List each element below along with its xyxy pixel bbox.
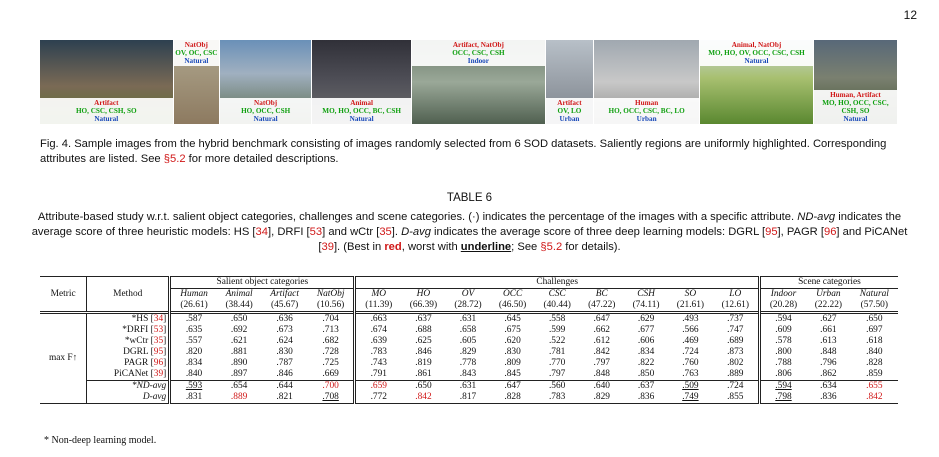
- column-percentage: (46.50): [498, 300, 527, 310]
- table-cell: .675: [504, 325, 521, 335]
- image-attribute-label: Artifact HO, CSC, CSH, SO Natural: [40, 98, 173, 124]
- group-header-scene: Scene categories: [759, 277, 898, 289]
- table-cell: .819: [415, 358, 432, 368]
- table-cell: .624: [276, 336, 293, 346]
- table-cell: .697: [866, 325, 883, 335]
- group-header-salient: Salient object categories: [170, 277, 355, 289]
- figure-caption: Fig. 4. Sample images from the hybrid benchmark consisting of images randomly selected from 6 SOD datasets. Saliently regions are uniformly highlighted. Corresponding attributes are listed. See §5.2 for more detailed descriptions.: [40, 138, 887, 165]
- column-percentage: (22.22): [814, 300, 843, 310]
- table-cell: .689: [727, 336, 744, 346]
- table-row: [40, 369, 898, 381]
- footnote: * Non-deep learning model.: [44, 435, 157, 446]
- table-cell: .636: [261, 313, 307, 326]
- table-cell: .778: [459, 358, 477, 368]
- table-cell: .834: [170, 358, 217, 369]
- image-attribute-label: NatObj HO, OCC, CSH Natural: [220, 98, 311, 124]
- column-header: Animal: [217, 289, 262, 301]
- ref-link[interactable]: 96: [823, 226, 837, 238]
- table-cell: .725: [322, 358, 339, 368]
- table-cell: .760: [682, 358, 699, 368]
- table-cell: .796: [820, 358, 837, 368]
- table-cell: .798: [759, 392, 806, 404]
- ref-link[interactable]: 95: [153, 347, 164, 357]
- column-percentage: (66.39): [409, 300, 438, 310]
- sample-image-9: [814, 40, 898, 124]
- table-cell: .662: [593, 325, 610, 335]
- table-cell: .647: [490, 381, 535, 393]
- column-percentage: (28.72): [454, 300, 482, 310]
- table-cell: .654: [217, 381, 262, 393]
- ref-link[interactable]: 39: [153, 369, 164, 379]
- table-cell: .829: [579, 392, 624, 404]
- metric-cell: max F↑: [40, 313, 87, 404]
- table-cell: .843: [459, 369, 477, 379]
- column-percentage: (45.67): [270, 300, 299, 310]
- table-cell: .821: [261, 392, 307, 404]
- table-row: [40, 381, 898, 393]
- section-link[interactable]: §5.2: [540, 241, 563, 253]
- table-cell: .613: [820, 336, 837, 346]
- figure-image-strip: [40, 40, 898, 124]
- table-cell: .828: [490, 392, 535, 404]
- column-percentage: (10.56): [316, 300, 345, 310]
- column-percentage: (57.50): [860, 300, 888, 310]
- table-cell: .612: [593, 336, 610, 346]
- table-cell: .673: [276, 325, 293, 335]
- column-percentage: (74.11): [632, 300, 660, 310]
- table-cell: .606: [637, 336, 655, 346]
- table-cell: .509: [668, 381, 713, 393]
- table-cell: .797: [548, 369, 566, 379]
- method-cell: *wCtr [35]: [87, 336, 170, 347]
- ref-link[interactable]: 53: [153, 325, 164, 335]
- table-cell: .787: [276, 358, 293, 368]
- metric-header: Metric: [40, 277, 87, 313]
- table-cell: .708: [308, 392, 355, 404]
- column-percentage: (47.22): [588, 300, 616, 310]
- table-cell: .788: [759, 358, 806, 369]
- table-cell: .873: [727, 347, 744, 357]
- table-caption: Attribute-based study w.r.t. salient object categories, challenges and scene categories. (·) indicates the percentage of the images with a specific attribute. ND-avg indicates the average score of three heuristic models: HS [34], DRFI [53] and wCtr [35]. D-avg indicates the average score of three deep learning models: DGRL [95], PAGR [96] and PiCANet [39]. (Best in red, worst with underline; See §5.2 for details).: [31, 211, 908, 253]
- column-header: Human: [170, 289, 217, 301]
- ref-link[interactable]: 53: [309, 226, 323, 238]
- table-cell: .639: [355, 336, 401, 347]
- table-cell: .848: [820, 347, 837, 357]
- image-attribute-label: NatObj OV, OC, CSC Natural: [175, 41, 218, 65]
- image-attribute-label: Human HO, OCC, CSC, BC, LO Urban: [594, 98, 699, 124]
- table-cell: .627: [806, 313, 851, 326]
- table-cell: .587: [170, 313, 217, 326]
- image-attribute-label: Artifact OV, LO Urban: [546, 98, 594, 124]
- ref-link[interactable]: 95: [765, 226, 778, 238]
- column-header: BC: [579, 289, 624, 301]
- column-header: Indoor: [759, 289, 806, 301]
- table-cell: .493: [668, 313, 713, 326]
- table-cell: .850: [637, 369, 655, 379]
- column-header: NatObj: [308, 289, 355, 301]
- table-cell: .620: [504, 336, 521, 346]
- method-cell: *DRFI [53]: [87, 325, 170, 336]
- table-cell: .650: [851, 313, 898, 326]
- table-cell: .743: [355, 358, 401, 369]
- table-cell: .578: [759, 336, 806, 347]
- table-cell: .889: [727, 369, 744, 379]
- table-cell: .806: [759, 369, 806, 381]
- table-cell: .834: [637, 347, 655, 357]
- group-header-challenges: Challenges: [355, 277, 759, 289]
- table-cell: .594: [759, 381, 806, 393]
- section-link[interactable]: §5.2: [163, 153, 186, 165]
- table-cell: .862: [820, 369, 837, 379]
- table-cell: .644: [261, 381, 307, 393]
- table-cell: .846: [415, 347, 432, 357]
- table-cell: .830: [276, 347, 293, 357]
- column-header: CSH: [624, 289, 668, 301]
- column-header: Urban: [806, 289, 851, 301]
- table-cell: .469: [682, 336, 699, 346]
- table-cell: .557: [170, 336, 217, 347]
- table-cell: .842: [851, 392, 898, 404]
- table-cell: .674: [355, 325, 401, 336]
- table-cell: .631: [446, 381, 491, 393]
- column-header: HO: [401, 289, 446, 301]
- table-cell: .817: [446, 392, 491, 404]
- column-percentage: (40.44): [543, 300, 571, 310]
- ref-link[interactable]: 35: [379, 226, 392, 238]
- table-cell: .625: [415, 336, 432, 346]
- table-cell: .594: [759, 313, 806, 326]
- table-cell: .663: [355, 313, 401, 326]
- table-cell: .650: [217, 313, 262, 326]
- table-cell: .840: [866, 347, 883, 357]
- table-title: TABLE 6: [446, 192, 493, 204]
- table-cell: .831: [170, 392, 217, 404]
- image-attribute-label: Animal MO, HO, OCC, BC, CSH Natural: [312, 98, 411, 124]
- table-cell: .791: [355, 369, 401, 381]
- table-cell: .747: [727, 325, 744, 335]
- table-cell: .605: [459, 336, 477, 346]
- sample-image-3: [220, 40, 312, 124]
- column-percentage: (12.61): [721, 300, 749, 310]
- table-cell: .655: [851, 381, 898, 393]
- table-cell: .861: [415, 369, 432, 379]
- table-cell: .669: [322, 369, 339, 379]
- table-cell: .846: [276, 369, 293, 379]
- table-cell: .797: [593, 358, 610, 368]
- table-cell: .737: [713, 313, 760, 326]
- table-cell: .700: [308, 381, 355, 393]
- column-header: SO: [668, 289, 713, 301]
- table-cell: .845: [504, 369, 521, 379]
- table-cell: .842: [401, 392, 446, 404]
- table-cell: .836: [806, 392, 851, 404]
- table-cell: .661: [820, 325, 837, 335]
- sample-image-1: [40, 40, 174, 124]
- table-cell: .783: [535, 392, 580, 404]
- table-cell: .647: [579, 313, 624, 326]
- table-cell: .629: [624, 313, 668, 326]
- table-cell: .889: [217, 392, 262, 404]
- table-cell: .897: [230, 369, 248, 379]
- table-cell: .677: [637, 325, 655, 335]
- table-cell: .640: [579, 381, 624, 393]
- table-row: [40, 325, 898, 336]
- table-row: [40, 336, 898, 347]
- method-cell: PiCANet [39]: [87, 369, 170, 381]
- table-cell: .566: [682, 325, 699, 335]
- table-cell: .781: [548, 347, 566, 357]
- method-header: Method: [87, 277, 170, 313]
- method-cell: DGRL [95]: [87, 347, 170, 358]
- column-header: LO: [713, 289, 760, 301]
- image-attribute-label: Human, Artifact MO, HO, OCC, CSC, CSH, SO Natural: [814, 90, 897, 124]
- table-cell: .650: [401, 381, 446, 393]
- column-percentage: (11.39): [355, 300, 401, 313]
- table-cell: .890: [230, 358, 248, 368]
- table-cell: .704: [308, 313, 355, 326]
- table-cell: .770: [548, 358, 566, 368]
- page-number: 12: [903, 8, 917, 22]
- method-cell: *ND-avg: [87, 381, 170, 393]
- table-cell: .809: [504, 358, 521, 368]
- column-header: Natural: [851, 289, 898, 301]
- table-row: [40, 313, 898, 326]
- column-header: OV: [446, 289, 491, 301]
- column-percentage: (20.28): [759, 300, 806, 313]
- sample-image-4: [312, 40, 412, 124]
- table-cell: .859: [866, 369, 883, 379]
- table-cell: .688: [415, 325, 432, 335]
- table-cell: .724: [682, 347, 699, 357]
- table-cell: .749: [668, 392, 713, 404]
- image-attribute-label: Animal, NatObj MO, HO, OV, OCC, CSC, CSH Natural: [700, 40, 813, 66]
- column-percentage: (38.44): [225, 300, 253, 310]
- image-attribute-label: Artifact, NatObj OCC, CSC, CSH Indoor: [412, 40, 545, 66]
- table-cell: .724: [713, 381, 760, 393]
- table-cell: .728: [322, 347, 339, 357]
- method-cell: *HS [34]: [87, 313, 170, 326]
- table-cell: .618: [866, 336, 883, 346]
- table-cell: .631: [446, 313, 491, 326]
- table-cell: .828: [866, 358, 883, 368]
- table-cell: .855: [713, 392, 760, 404]
- table-cell: .522: [548, 336, 566, 346]
- ref-link[interactable]: 34: [255, 226, 268, 238]
- ref-link[interactable]: 34: [153, 314, 164, 324]
- table-cell: .802: [727, 358, 744, 368]
- results-table: [40, 276, 898, 404]
- table-cell: .842: [593, 347, 610, 357]
- table-cell: .830: [504, 347, 521, 357]
- sample-image-2: [174, 40, 221, 124]
- column-header: MO: [355, 289, 401, 301]
- table-cell: .829: [459, 347, 477, 357]
- table-row: [40, 347, 898, 358]
- table-cell: .558: [535, 313, 580, 326]
- table-cell: .772: [355, 392, 401, 404]
- column-header: OCC: [490, 289, 535, 301]
- table-cell: .593: [170, 381, 217, 393]
- table-row: [40, 358, 898, 369]
- table-cell: .658: [459, 325, 477, 335]
- sample-image-5: [412, 40, 546, 124]
- sample-image-6: [546, 40, 595, 124]
- table-cell: .609: [759, 325, 806, 336]
- table-cell: .713: [322, 325, 339, 335]
- table-cell: .840: [170, 369, 217, 381]
- table-cell: .635: [170, 325, 217, 336]
- table-cell: .820: [170, 347, 217, 358]
- table-cell: .692: [230, 325, 248, 335]
- table-cell: .637: [401, 313, 446, 326]
- table-cell: .848: [593, 369, 610, 379]
- column-percentage: (26.61): [170, 300, 217, 313]
- table-cell: .637: [624, 381, 668, 393]
- table-cell: .881: [230, 347, 248, 357]
- table-cell: .634: [806, 381, 851, 393]
- ref-link[interactable]: 39: [321, 241, 334, 253]
- table-cell: .836: [624, 392, 668, 404]
- ref-link[interactable]: 96: [153, 358, 164, 368]
- method-cell: PAGR [96]: [87, 358, 170, 369]
- table-cell: .645: [490, 313, 535, 326]
- column-header: CSC: [535, 289, 580, 301]
- column-header: Artifact: [261, 289, 307, 301]
- table-cell: .560: [535, 381, 580, 393]
- table-cell: .621: [230, 336, 248, 346]
- table-cell: .599: [548, 325, 566, 335]
- table-cell: .659: [355, 381, 401, 393]
- ref-link[interactable]: 35: [153, 336, 164, 346]
- table-cell: .800: [759, 347, 806, 358]
- sample-image-7: [594, 40, 700, 124]
- column-percentage: (21.61): [676, 300, 705, 310]
- table-cell: .682: [322, 336, 339, 346]
- table-cell: .783: [355, 347, 401, 358]
- table-cell: .763: [682, 369, 699, 379]
- table-cell: .822: [637, 358, 655, 368]
- sample-image-8: [700, 40, 814, 124]
- method-cell: D-avg: [87, 392, 170, 404]
- table-row: [40, 392, 898, 404]
